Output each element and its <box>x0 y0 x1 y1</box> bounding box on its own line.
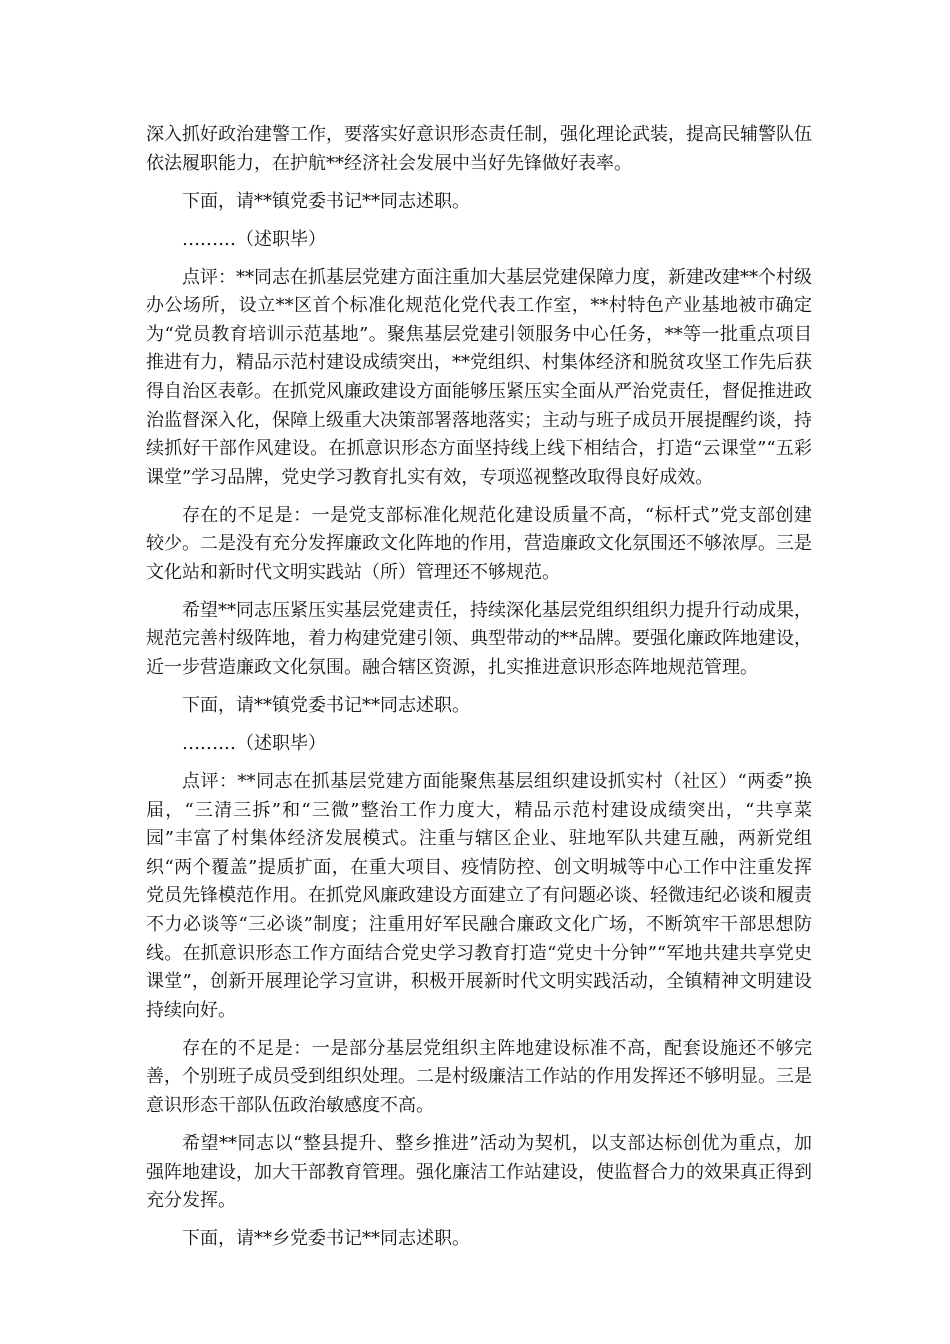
paragraph-shortcomings: 存在的不足是：一是党支部标准化规范化建设质量不高，“标杆式”党支部创建较少。二是没有充分发挥廉政文化阵地的作用，营造廉政文化氛围还不够浓厚。三是文化站和新时代文明实践站（所）管理还不够规范。 <box>146 504 812 583</box>
paragraph-comment: 点评：**同志在抓基层党建方面能聚焦基层组织建设抓实村（社区）“两委”换届，“三清三拆”和“三微”整治工作力度大，精品示范村建设成绩突出，“共享菜园”丰富了村集体经济发展模式。注重与辖区企业、驻地军队共建互融，两新党组织“两个覆盖”提质扩面，在重大项目、疫情防控、创文明城等中心工作中注重发挥党员先锋模范作用。在抓党风廉政建设方面建立了有问题必谈、轻微违纪必谈和履责不力必谈等“三必谈”制度；注重用好军民融合廉政文化广场，不断筑牢干部思想防线。在抓意识形态工作方面结合党史学习教育打造“党史十分钟”“军地共建共享党史课堂”，创新开展理论学习宣讲，积极开展新时代文明实践活动，全镇精神文明建设持续向好。 <box>146 771 812 1021</box>
paragraph-shortcomings: 存在的不足是：一是部分基层党组织主阵地建设标准不高，配套设施还不够完善，个别班子成员受到组织处理。二是村级廉洁工作站的作用发挥还不够明显。三是意识形态干部队伍政治敏感度不高。 <box>146 1037 812 1116</box>
paragraph-report-end: ………（述职毕） <box>182 228 326 250</box>
paragraph-expectations: 希望**同志以“整县提升、整乡推进”活动为契机，以支部达标创优为重点，加强阵地建设，加大干部教育管理。强化廉洁工作站建设，使监督合力的效果真正得到充分发挥。 <box>146 1132 812 1212</box>
document-body <box>146 121 812 1263</box>
paragraph-invitation: 下面，请**镇党委书记**同志述职。 <box>182 190 470 212</box>
paragraph-invitation: 下面，请**镇党委书记**同志述职。 <box>182 695 470 717</box>
paragraph-comment: 点评：**同志在抓基层党建方面注重加大基层党建保障力度，新建改建**个村级办公场所，设立**区首个标准化规范化党代表工作室，**村特色产业基地被市确定为“党员教育培训示范基地”。聚焦基层党建引领服务中心任务，**等一批重点项目推进有力，精品示范村建设成绩突出，**党组织、村集体经济和脱贫攻坚工作先后获得自治区表彰。在抓党风廉政建设方面能够压紧压实全面从严治党责任，督促推进政治监督深入化，保障上级重大决策部署落地落实；主动与班子成员开展提醒约谈，持续抓好干部作风建设。在抓意识形态方面坚持线上线下相结合，打造“云课堂”“五彩课堂”学习品牌，党史学习教育扎实有效，专项巡视整改取得良好成效。 <box>146 266 812 488</box>
paragraph-report-end: ………（述职毕） <box>182 733 326 755</box>
paragraph-continuation: 深入抓好政治建警工作，要落实好意识形态责任制，强化理论武装，提高民辅警队伍依法履职能力，在护航**经济社会发展中当好先锋做好表率。 <box>146 124 812 174</box>
paragraph-invitation: 下面，请**乡党委书记**同志述职。 <box>182 1228 470 1250</box>
paragraph-expectations: 希望**同志压紧压实基层党建责任，持续深化基层党组织组织力提升行动成果，规范完善村级阵地，着力构建党建引领、典型带动的**品牌。要强化廉政阵地建设，近一步营造廉政文化氛围。融合辖区资源，扎实推进意识形态阵地规范管理。 <box>146 599 812 679</box>
